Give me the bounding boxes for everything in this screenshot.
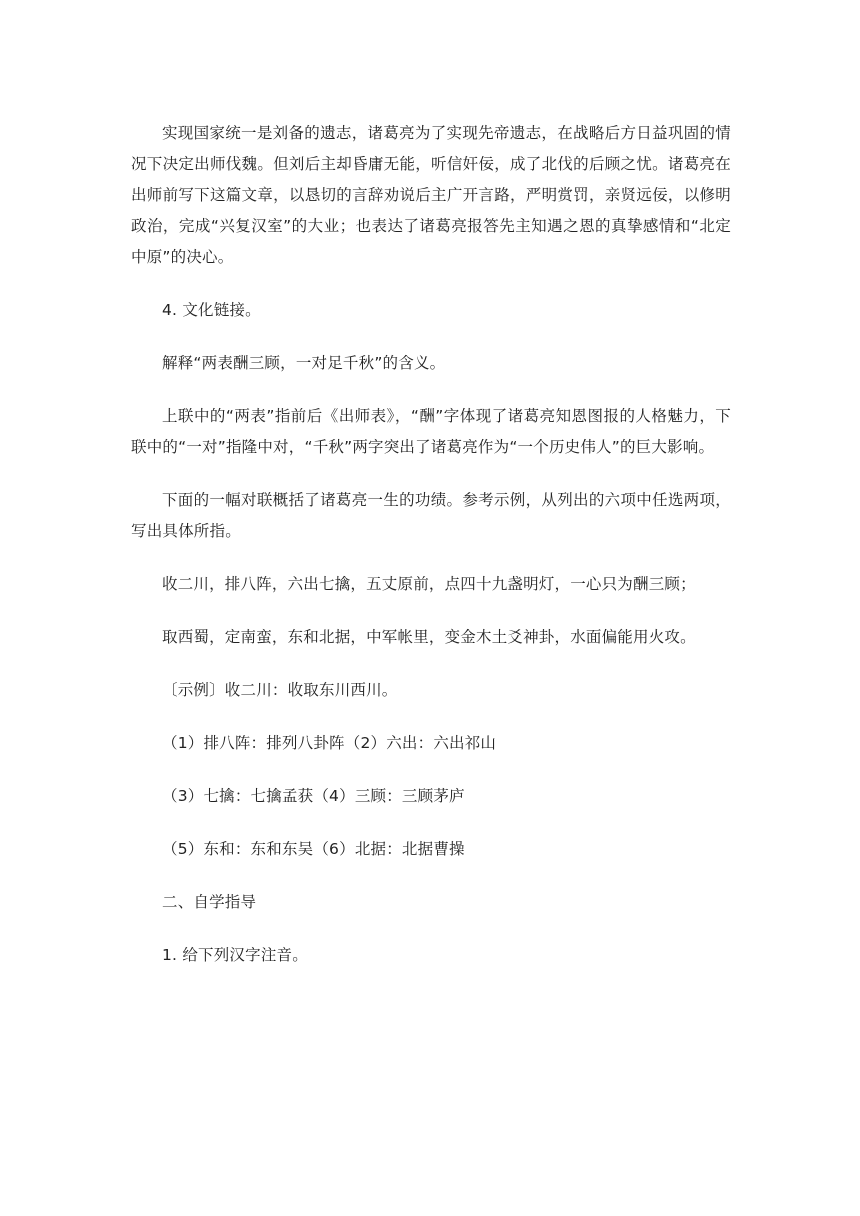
answer-couplet-meaning: 上联中的“两表”指前后《出师表》，“酬”字体现了诸葛亮知恩图报的人格魅力，下联中的“一对”指隆中对，“千秋”两字突出了诸葛亮作为“一个历史伟人”的巨大影响。: [131, 407, 731, 456]
section-heading-culture-link: 4. 文化链接。: [162, 301, 261, 319]
paragraph-background: 实现国家统一是刘备的遗志，诸葛亮为了实现先帝遗志，在战略后方日益巩固的情况下决定出师伐魏。但刘后主却昏庸无能，听信奸佞，成了北伐的后顾之忧。诸葛亮在出师前写下这篇文章，以恳切的言辞劝说后主广开言路，严明赏罚，亲贤远佞，以修明政治，完成“兴复汉室”的大业；也表达了诸葛亮报答先主知遇之恩的真挚感情和“北定中原”的决心。: [131, 124, 731, 266]
section-heading-self-study: 二、自学指导: [162, 893, 257, 911]
question-couplet-meaning: 解释“两表酬三顾，一对足千秋”的含义。: [162, 354, 446, 372]
answer-line-1-2: （1）排八阵：排列八卦阵（2）六出：六出祁山: [162, 734, 497, 752]
example-line: 〔示例〕收二川：收取东川西川。: [162, 681, 398, 699]
document-body: [131, 118, 731, 993]
couplet-upper-line: 收二川，排八阵，六出七擒，五丈原前，点四十九盏明灯，一心只为酬三顾；: [162, 575, 696, 593]
question-couplet-achievements: 下面的一幅对联概括了诸葛亮一生的功绩。参考示例，从列出的六项中任选两项，写出具体所指。: [131, 491, 731, 540]
task-phonetic-notation: 1. 给下列汉字注音。: [162, 946, 308, 964]
answer-line-5-6: （5）东和：东和东吴（6）北据：北据曹操: [162, 840, 465, 858]
couplet-lower-line: 取西蜀，定南蛮，东和北据，中军帐里，变金木土爻神卦，水面偏能用火攻。: [162, 628, 696, 646]
answer-line-3-4: （3）七擒：七擒孟获（4）三顾：三顾茅庐: [162, 787, 465, 805]
